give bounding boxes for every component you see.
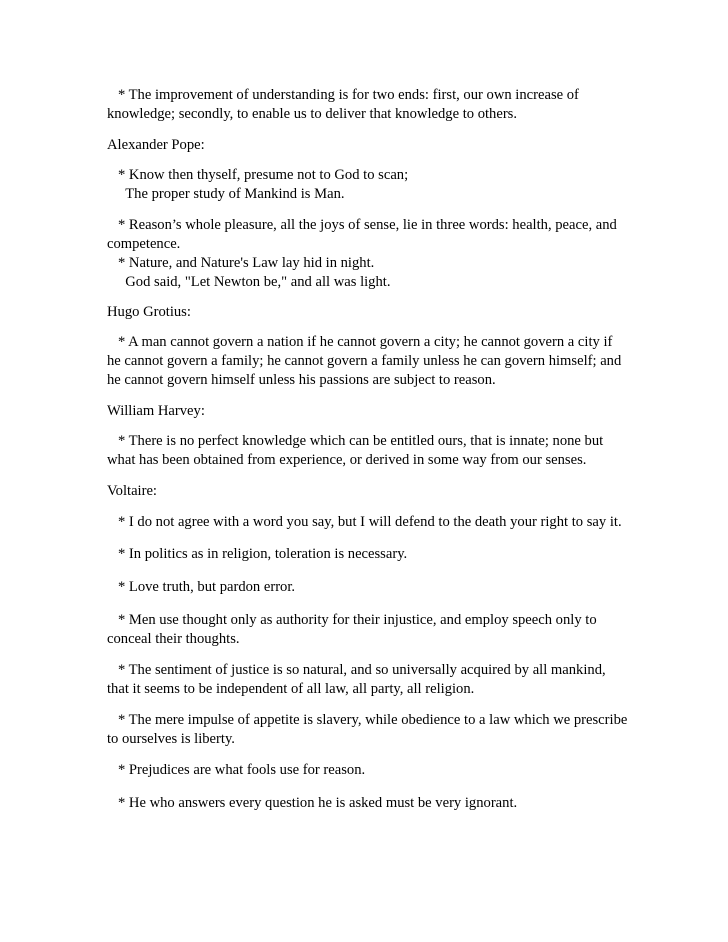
- quote-thought-speech: * Men use thought only as authority for their injustice, and employ speech only to conceal their thoughts.: [107, 612, 597, 647]
- author-heading-harvey: William Harvey:: [107, 403, 205, 419]
- quote-reason-and-newton: * Reason’s whole pleasure, all the joys of sense, lie in three words: health, peace, and competence. * Nature, and Nature's Law lay hid in night. God said, "Let Newton be," and all was light.: [107, 217, 617, 290]
- author-heading-grotius: Hugo Grotius:: [107, 304, 191, 320]
- quote-know-thyself: * Know then thyself, presume not to God to scan; The proper study of Mankind is Man.: [117, 167, 409, 202]
- quote-understanding: * The improvement of understanding is for two ends: first, our own increase of knowledge; secondly, to enable us to deliver that knowledge to others.: [107, 87, 579, 122]
- author-heading-pope: Alexander Pope:: [107, 137, 205, 153]
- quote-ignorant: * He who answers every question he is asked must be very ignorant.: [107, 795, 518, 811]
- quote-toleration: * In politics as in religion, toleration is necessary.: [107, 546, 408, 562]
- quote-liberty: * The mere impulse of appetite is slavery, while obedience to a law which we prescribe to ourselves is liberty.: [107, 712, 628, 747]
- author-heading-voltaire: Voltaire:: [107, 483, 157, 499]
- quote-sentiment-justice: * The sentiment of justice is so natural, and so universally acquired by all mankind, that it seems to be independent of all law, all party, all religion.: [107, 662, 606, 697]
- quote-knowledge-innate: * There is no perfect knowledge which can be entitled ours, that is innate; none but what has been obtained from experience, or derived in some way from our senses.: [107, 433, 604, 468]
- quote-love-truth: * Love truth, but pardon error.: [107, 579, 296, 595]
- quote-prejudices: * Prejudices are what fools use for reason.: [107, 762, 366, 778]
- quote-defend-right: * I do not agree with a word you say, but I will defend to the death your right to say it.: [107, 514, 622, 530]
- quote-govern: * A man cannot govern a nation if he cannot govern a city; he cannot govern a city if he cannot govern a family; he cannot govern a family unless he can govern himself; and he cannot govern himself unless his passions are subject to reason.: [107, 334, 622, 388]
